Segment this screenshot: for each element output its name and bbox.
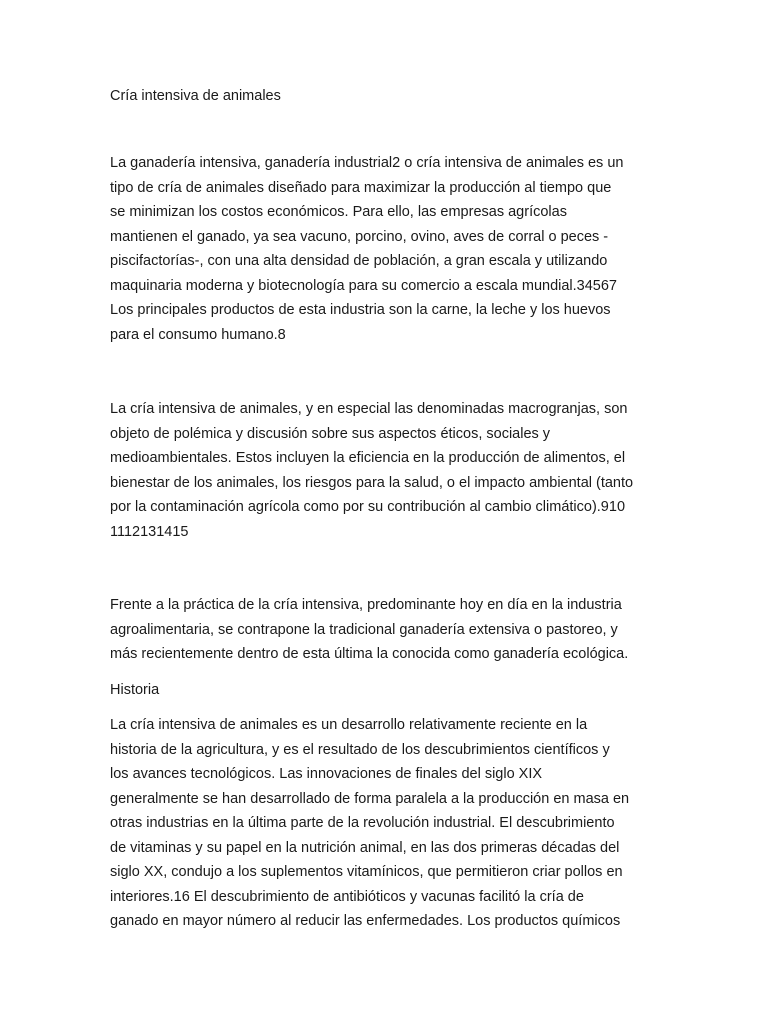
paragraph-line: agroalimentaria, se contrapone la tradicional ganadería extensiva o pastoreo, y xyxy=(110,621,618,638)
paragraph-controversy xyxy=(110,397,658,544)
paragraph-line: historia de la agricultura, y es el resultado de los descubrimientos científicos y xyxy=(110,741,610,758)
paragraph-line: más recientemente dentro de esta última la conocida como ganadería ecológica. xyxy=(110,646,629,662)
paragraph-line: los avances tecnológicos. Las innovaciones de finales del siglo XIX xyxy=(110,766,543,782)
document-title: Cría intensiva de animales xyxy=(110,88,281,104)
paragraph-line: Frente a la práctica de la cría intensiva, predominante hoy en día en la industria xyxy=(110,597,622,613)
paragraph-line: de vitaminas y su papel en la nutrición animal, en las dos primeras décadas del xyxy=(110,839,620,856)
paragraph-line: otras industrias en la última parte de la revolución industrial. El descubrimiento xyxy=(110,815,615,831)
paragraph-line: mantienen el ganado, ya sea vacuno, porcino, ovino, aves de corral o peces - xyxy=(110,228,609,245)
paragraph-line: La cría intensiva de animales es un desarrollo relativamente reciente en la xyxy=(110,717,588,733)
section-heading-historia: Historia xyxy=(110,682,160,698)
paragraph-extensive xyxy=(110,593,658,667)
paragraph-line: generalmente se han desarrollado de forma paralela a la producción en masa en xyxy=(110,790,630,807)
paragraph-line: objeto de polémica y discusión sobre sus aspectos éticos, sociales y xyxy=(110,425,551,442)
paragraph-line: por la contaminación agrícola como por su contribución al cambio climático).910 xyxy=(110,499,626,515)
paragraph-history xyxy=(110,713,658,934)
paragraph-line: La cría intensiva de animales, y en especial las denominadas macrogranjas, son xyxy=(110,401,628,417)
paragraph-line: 1112131415 xyxy=(110,523,189,540)
paragraph-line: maquinaria moderna y biotecnología para su comercio a escala mundial.34567 xyxy=(110,277,617,294)
paragraph-intro xyxy=(110,151,658,347)
paragraph-line: Los principales productos de esta industria son la carne, la leche y los huevos xyxy=(110,302,611,318)
paragraph-line: piscifactorías-, con una alta densidad de población, a gran escala y utilizando xyxy=(110,253,608,269)
paragraph-line: interiores.16 El descubrimiento de antibióticos y vacunas facilitó la cría de xyxy=(110,888,584,905)
paragraph-line: La ganadería intensiva, ganadería industrial2 o cría intensiva de animales es un xyxy=(110,155,624,171)
paragraph-line: siglo XX, condujo a los suplementos vitamínicos, que permitieron criar pollos en xyxy=(110,864,623,880)
paragraph-line: ganado en mayor número al reducir las enfermedades. Los productos químicos xyxy=(110,913,621,929)
paragraph-line: tipo de cría de animales diseñado para maximizar la producción al tiempo que xyxy=(110,179,612,196)
paragraph-line: para el consumo humano.8 xyxy=(110,326,286,343)
paragraph-line: se minimizan los costos económicos. Para ello, las empresas agrícolas xyxy=(110,204,567,220)
paragraph-line: medioambientales. Estos incluyen la eficiencia en la producción de alimentos, el xyxy=(110,450,626,466)
paragraph-line: bienestar de los animales, los riesgos para la salud, o el impacto ambiental (tanto xyxy=(110,474,634,491)
